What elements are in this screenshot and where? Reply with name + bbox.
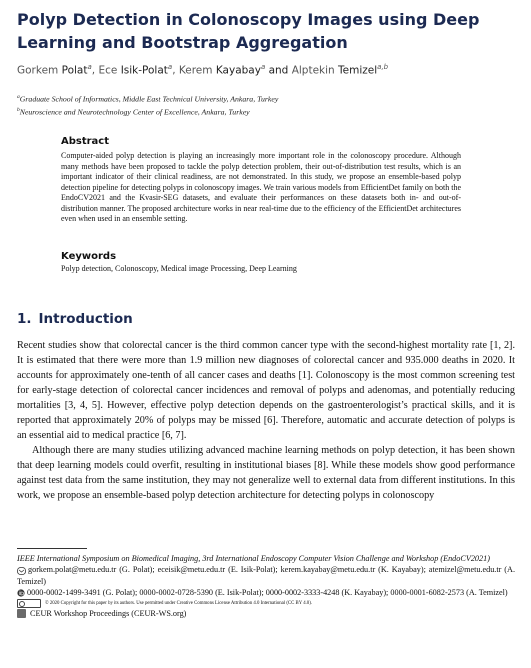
author-aff-mark: a: [87, 63, 92, 71]
paragraph: Although there are many studies utilizing advanced machine learning methods on polyp detection, it has been shown that deep learning models could overfit, resulting in institutional biases [8]. While these models show good performance against test data from the same institution, they may not generalize well to external data from different institutions. In this work, we propose an ensemble-based polyp detection architecture for detecting polyps in colonoscopy: [17, 445, 515, 501]
affiliation: [17, 107, 250, 117]
affiliation-mark: b: [17, 107, 20, 113]
abstract-text: Computer-aided polyp detection is playing an increasingly more important role in the colonoscopy procedure. Although many methods have been proposed to tackle the polyp detection problem, their out-of-distribution test results, which is an important indicator of their clinical readiness, are not demonstrated. In this study, we propose an ensemble-based polyp detection pipeline for detecting polyps in colonoscopy images. We train various models from EfficientDet family on both the EndoCV2021 and the Kvasir-SEG datasets, and evaluate their performances on these datasets both in- and out-of-distribution manner. The proposed architecture works in near real-time due to the efficiency of the EfficientDet architectures even when used in an ensemble setting.: [61, 151, 461, 223]
proceedings-note: [17, 608, 515, 619]
author-aff-mark: a: [260, 63, 266, 71]
author-aff-mark: a: [167, 63, 173, 71]
cc-by-badge-icon: [17, 599, 41, 608]
paragraph: Recent studies show that colorectal cancer is the third common cancer type with the second-highest mortality rate [1, 2]. It is estimated that there were more than 1.9 million new diagnoses of colorectal cancer and 935.000 deaths in 2020. It accounts for approximately one-tenth of all cancer cases and deaths [1]. Colonoscopy is the most common screening test for early-stage detection of colorectal cancer incidences and removal of polyps and adenomas, and potentially reducing mortalities [3, 4, 5]. However, effective polyp detection depends on the gastroenterologist’s practical skills, and it is reported that approximately 20% of polyps may be missed [6]. Therefore, automatic and accurate detection of polyps is an essential aid to medical practice [6, 7].: [17, 340, 515, 441]
author-and: and: [268, 64, 289, 77]
author-separator: ,: [172, 64, 176, 77]
author-separator: ,: [91, 64, 96, 77]
author-given: Ece: [98, 64, 118, 77]
author-surname: Isik-Polat: [120, 64, 168, 77]
section-heading: [17, 311, 133, 327]
copyright-note: [17, 599, 515, 608]
author-surname: Temizel: [338, 64, 378, 77]
abstract-heading: Abstract: [61, 136, 110, 147]
author-given: Alptekin: [291, 64, 335, 77]
body-text: [17, 338, 515, 503]
proceedings-text: CEUR Workshop Proceedings (CEUR-WS.org): [30, 608, 187, 618]
keywords-text: Polyp detection, Colonoscopy, Medical image Processing, Deep Learning: [61, 264, 297, 273]
author-aff-mark: a,b: [377, 63, 389, 71]
email-note: [17, 564, 515, 587]
affiliation-mark: a: [17, 94, 20, 100]
author-surname: Polat: [61, 64, 88, 77]
author-surname: Kayabay: [215, 64, 261, 77]
section-title: Introduction: [38, 311, 133, 327]
section-number: 1.: [17, 311, 32, 327]
paper-title: Polyp Detection in Colonoscopy Images using Deep Learning and Bootstrap Aggregation: [17, 10, 480, 52]
orcid-note: [17, 587, 515, 598]
affiliation-text: Neuroscience and Neurotechnology Center of Excellence, Ankara, Turkey: [19, 107, 250, 117]
affiliation-text: Graduate School of Informatics, Middle East Technical University, Ankara, Turkey: [19, 94, 279, 104]
ceur-logo-icon: [17, 609, 26, 618]
envelope-icon: [17, 567, 26, 575]
footnote-rule: [17, 548, 87, 549]
copyright-text: © 2020 Copyright for this paper by its authors. Use permitted under Creative Commons License Attribution 4.0 International (CC BY 4.0).: [45, 600, 312, 606]
author-list: [17, 63, 388, 77]
orcid-icon: [17, 589, 25, 597]
author-given: Kerem: [178, 64, 213, 77]
venue-note: IEEE International Symposium on Biomedical Imaging, 3rd International Endoscopy Computer Vision Challenge and Workshop (EndoCV2021): [17, 554, 490, 563]
author-given: Gorkem: [17, 64, 59, 77]
affiliation: [17, 94, 278, 104]
email-text: gorkem.polat@metu.edu.tr (G. Polat); eceisik@metu.edu.tr (E. Isik-Polat); kerem.kayabay@metu.edu.tr (K. Kayabay); atemizel@metu.edu.tr (A. Temizel): [17, 565, 515, 586]
orcid-text: 0000-0002-1499-3491 (G. Polat); 0000-0002-0728-5390 (E. Isik-Polat); 0000-0002-3333-4248 (K. Kayabay); 0000-0001-6082-2573 (A. Temizel): [27, 588, 508, 598]
footnotes: [17, 553, 515, 619]
keywords-heading: Keywords: [61, 251, 117, 262]
